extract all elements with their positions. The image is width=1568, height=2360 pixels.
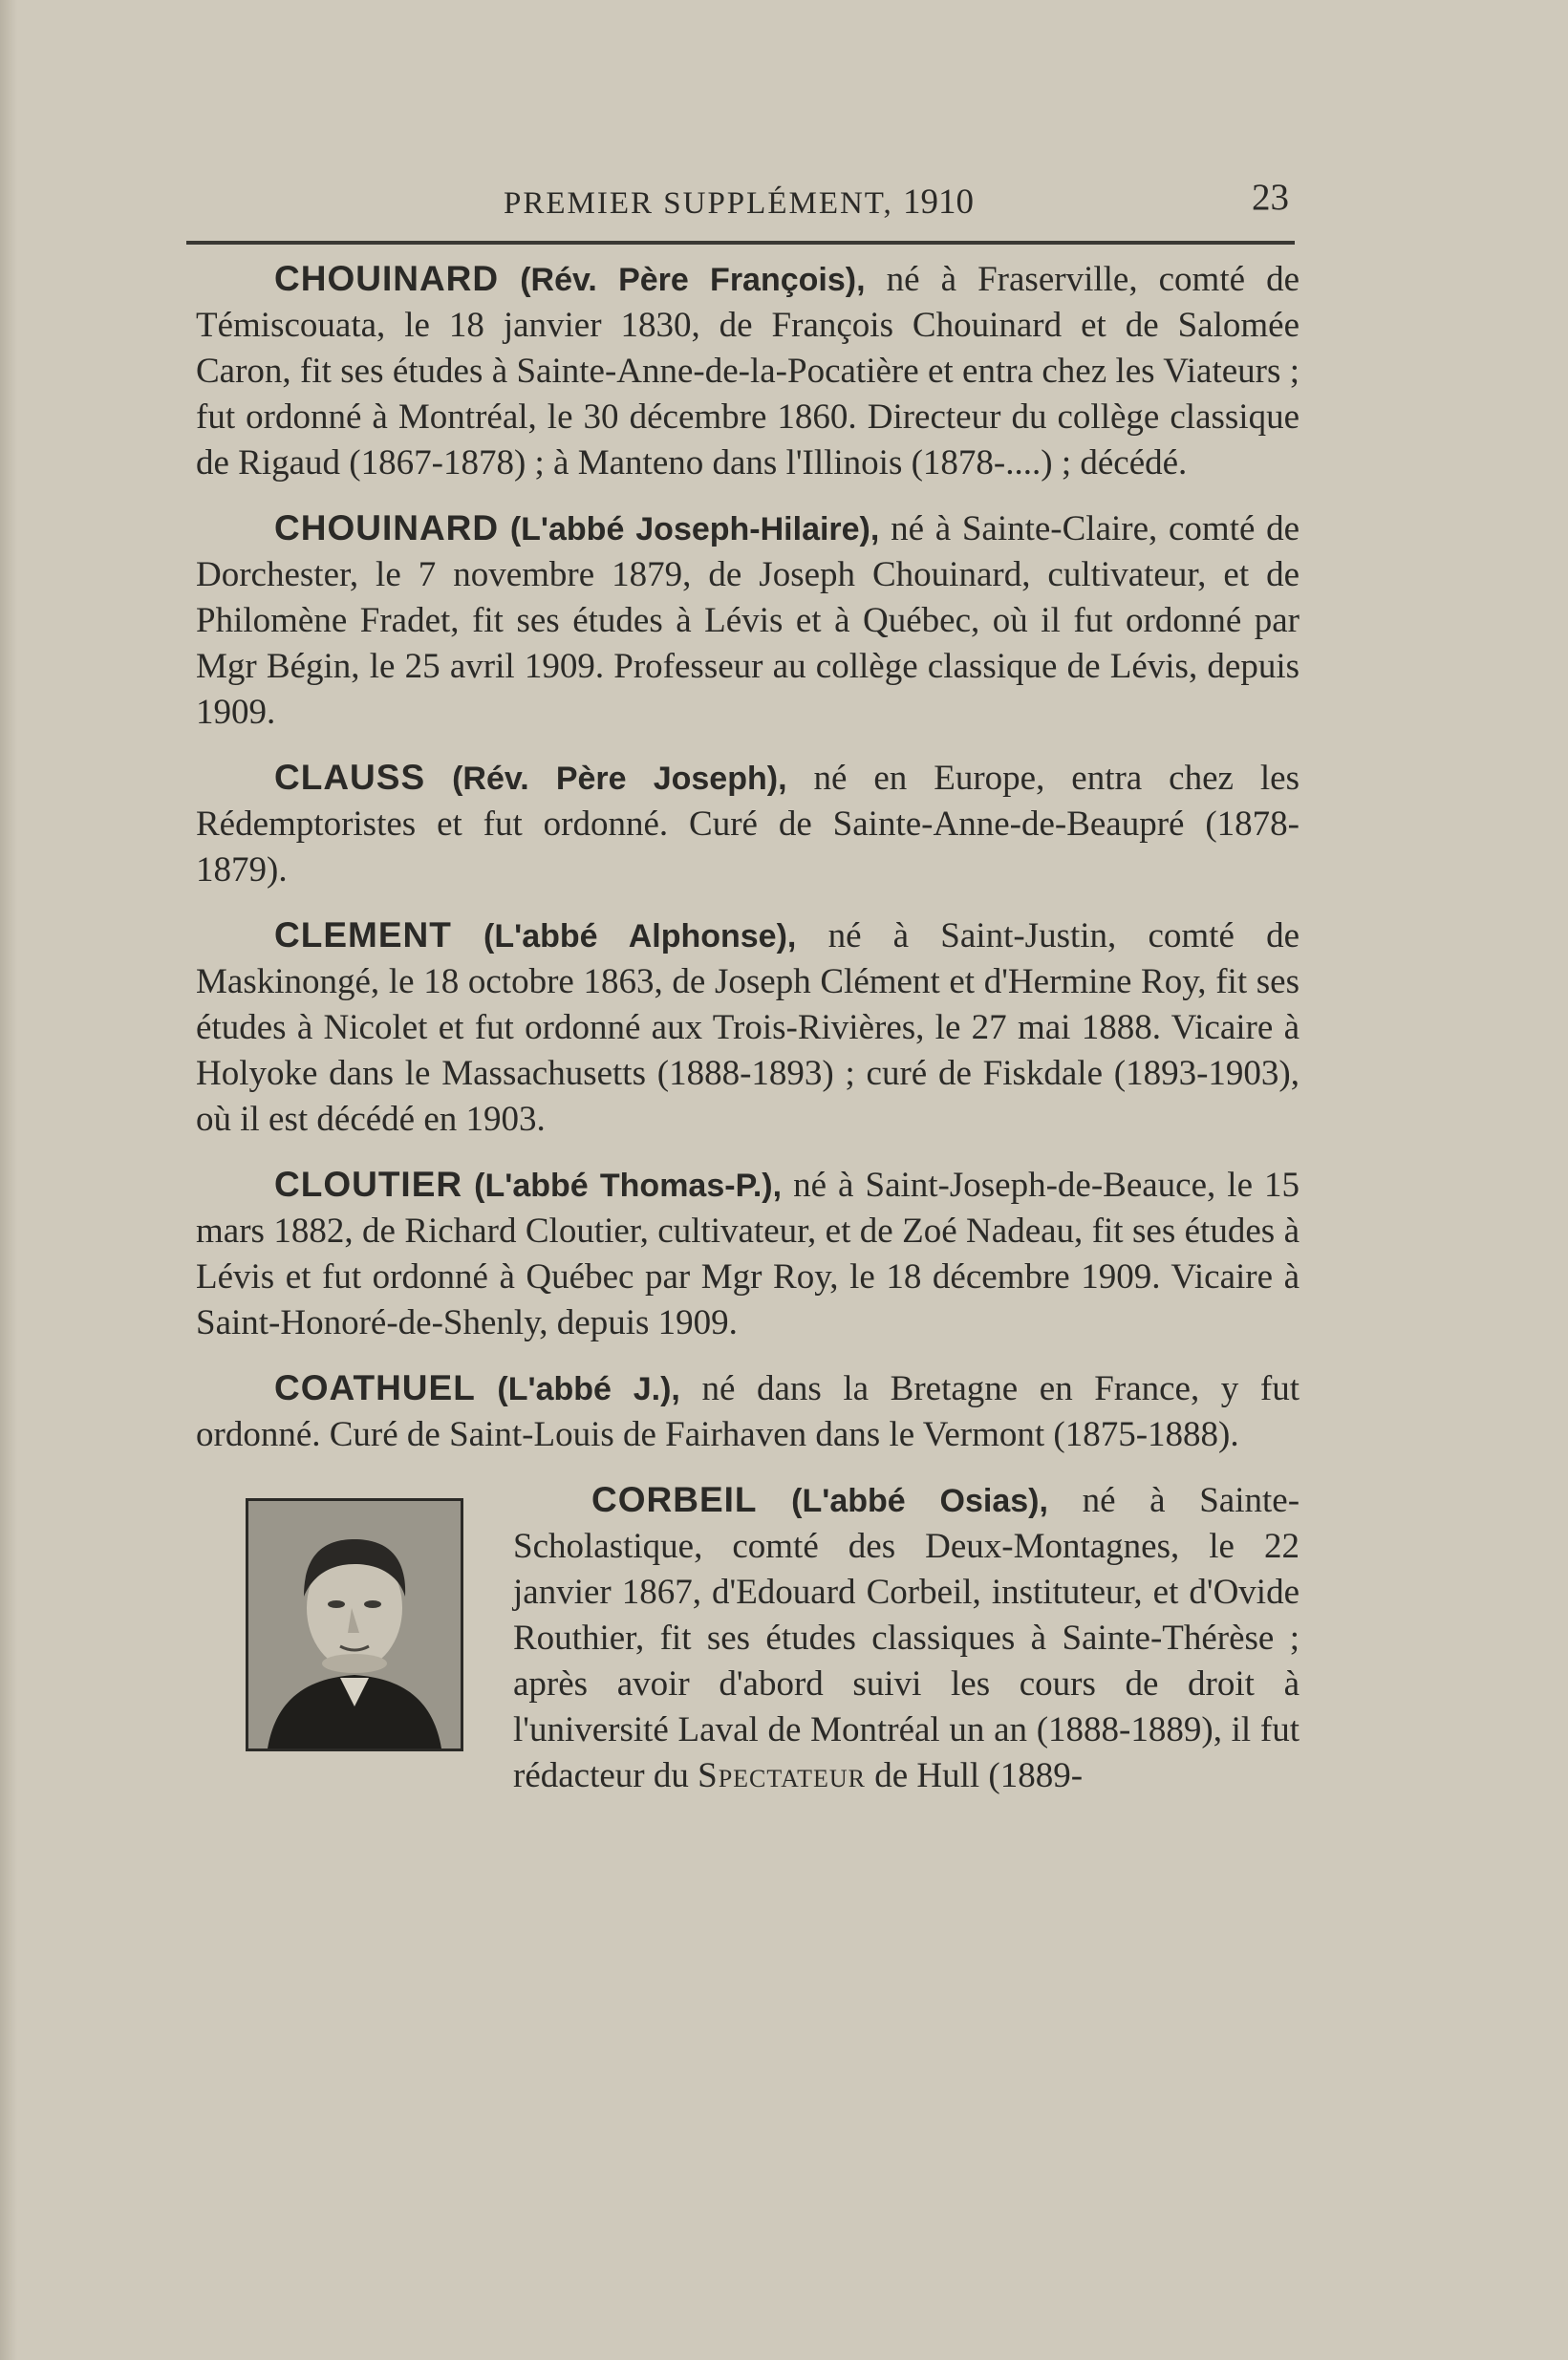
page-number: 23 (1252, 177, 1289, 218)
entry-qualifier: (L'abbé Osias), (791, 1483, 1048, 1519)
entry-text-before: né à Sainte-Scholastique, comté des Deux-Montagnes, le 22 janvier 1867, d'Edouard Corbeil, instituteur, et d'Ovide Routhier, fit ses études classiques à Sainte-Thérèse ; après avoir d'abord suivi les cours de droit à l'université Laval de Montréal un an (1888-1889), il fut rédacteur du (513, 1481, 1300, 1795)
running-header (186, 172, 1295, 229)
running-title: PREMIER SUPPLÉMENT, 1910 (504, 182, 975, 222)
newspaper-title: Spectateur (698, 1756, 866, 1795)
entry-qualifier: (L'abbé Joseph-Hilaire), (509, 511, 880, 547)
entry-name: CHOUINARD (274, 259, 500, 298)
entry-name: CLAUSS (274, 758, 426, 797)
entry-name: CLOUTIER (274, 1165, 463, 1204)
entry-chouinard-francois (196, 256, 1300, 486)
entry-text: né à Saint-Joseph-de-Beauce, le 15 mars 1882, de Richard Cloutier, cultivateur, et de Zoé Nadeau, fit ses études à Lévis et fut ordonné à Québec par Mgr Roy, le 18 décembre 1909. Vicaire à Saint-Honoré-de-Shenly, depuis 1909. (196, 1166, 1300, 1342)
entry-cloutier (196, 1162, 1300, 1346)
portrait-photo (246, 1498, 463, 1751)
entry-text-after: de Hull (1889- (874, 1756, 1084, 1795)
entry-qualifier: (L'abbé Thomas-P.), (474, 1168, 783, 1204)
entry-text: né dans la Bretagne en France, y fut ordonné. Curé de Saint-Louis de Fairhaven dans le Vermont (1875-1888). (196, 1369, 1300, 1454)
portrait-icon (248, 1501, 461, 1749)
entry-coathuel (196, 1365, 1300, 1458)
entry-name: COATHUEL (274, 1368, 476, 1407)
entry-name: CORBEIL (591, 1480, 758, 1519)
entry-text: né à Saint-Justin, comté de Maskinongé, le 18 octobre 1863, de Joseph Clément et d'Hermine Roy, fit ses études à Nicolet et fut ordonné aux Trois-Rivières, le 27 mai 1888. Vicaire à Holyoke dans le Massachusetts (1888-1893) ; curé de Fiskdale (1893-1903), où il est décédé en 1903. (196, 916, 1300, 1139)
entry-corbeil (196, 1477, 1300, 1799)
entry-clement (196, 912, 1300, 1143)
header-year: 1910 (903, 182, 975, 222)
page-body (196, 256, 1300, 1799)
entry-qualifier: (L'abbé J.), (497, 1371, 680, 1407)
page-edge (0, 0, 17, 2360)
entry-name: CHOUINARD (274, 508, 500, 547)
header-rule (186, 241, 1295, 245)
entry-qualifier: (Rév. Père Joseph), (452, 761, 787, 797)
entry-text: né en Europe, entra chez les Rédemptoristes et fut ordonné. Curé de Sainte-Anne-de-Beaupré (1878-1879). (196, 759, 1300, 890)
entry-clauss (196, 755, 1300, 893)
entry-qualifier: (L'abbé Alphonse), (483, 918, 797, 955)
entry-chouinard-joseph-hilaire (196, 505, 1300, 736)
entry-text: né à Sainte-Claire, comté de Dorchester, le 7 novembre 1879, de Joseph Chouinard, cultivateur, et de Philomène Fradet, fit ses études à Lévis et à Québec, où il fut ordonné par Mgr Bégin, le 25 avril 1909. Professeur au collège classique de Lévis, depuis 1909. (196, 509, 1300, 732)
entry-text: né à Fraserville, comté de Témiscouata, le 18 janvier 1830, de François Chouinard et de Salomée Caron, fit ses études à Sainte-Anne-de-la-Pocatière et entra chez les Viateurs ; fut ordonné à Montréal, le 30 décembre 1860. Directeur du collège classique de Rigaud (1867-1878) ; à Manteno dans l'Illinois (1878-....) ; décédé. (196, 260, 1300, 483)
entry-qualifier: (Rév. Père François), (520, 262, 866, 298)
entry-name: CLEMENT (274, 915, 452, 955)
